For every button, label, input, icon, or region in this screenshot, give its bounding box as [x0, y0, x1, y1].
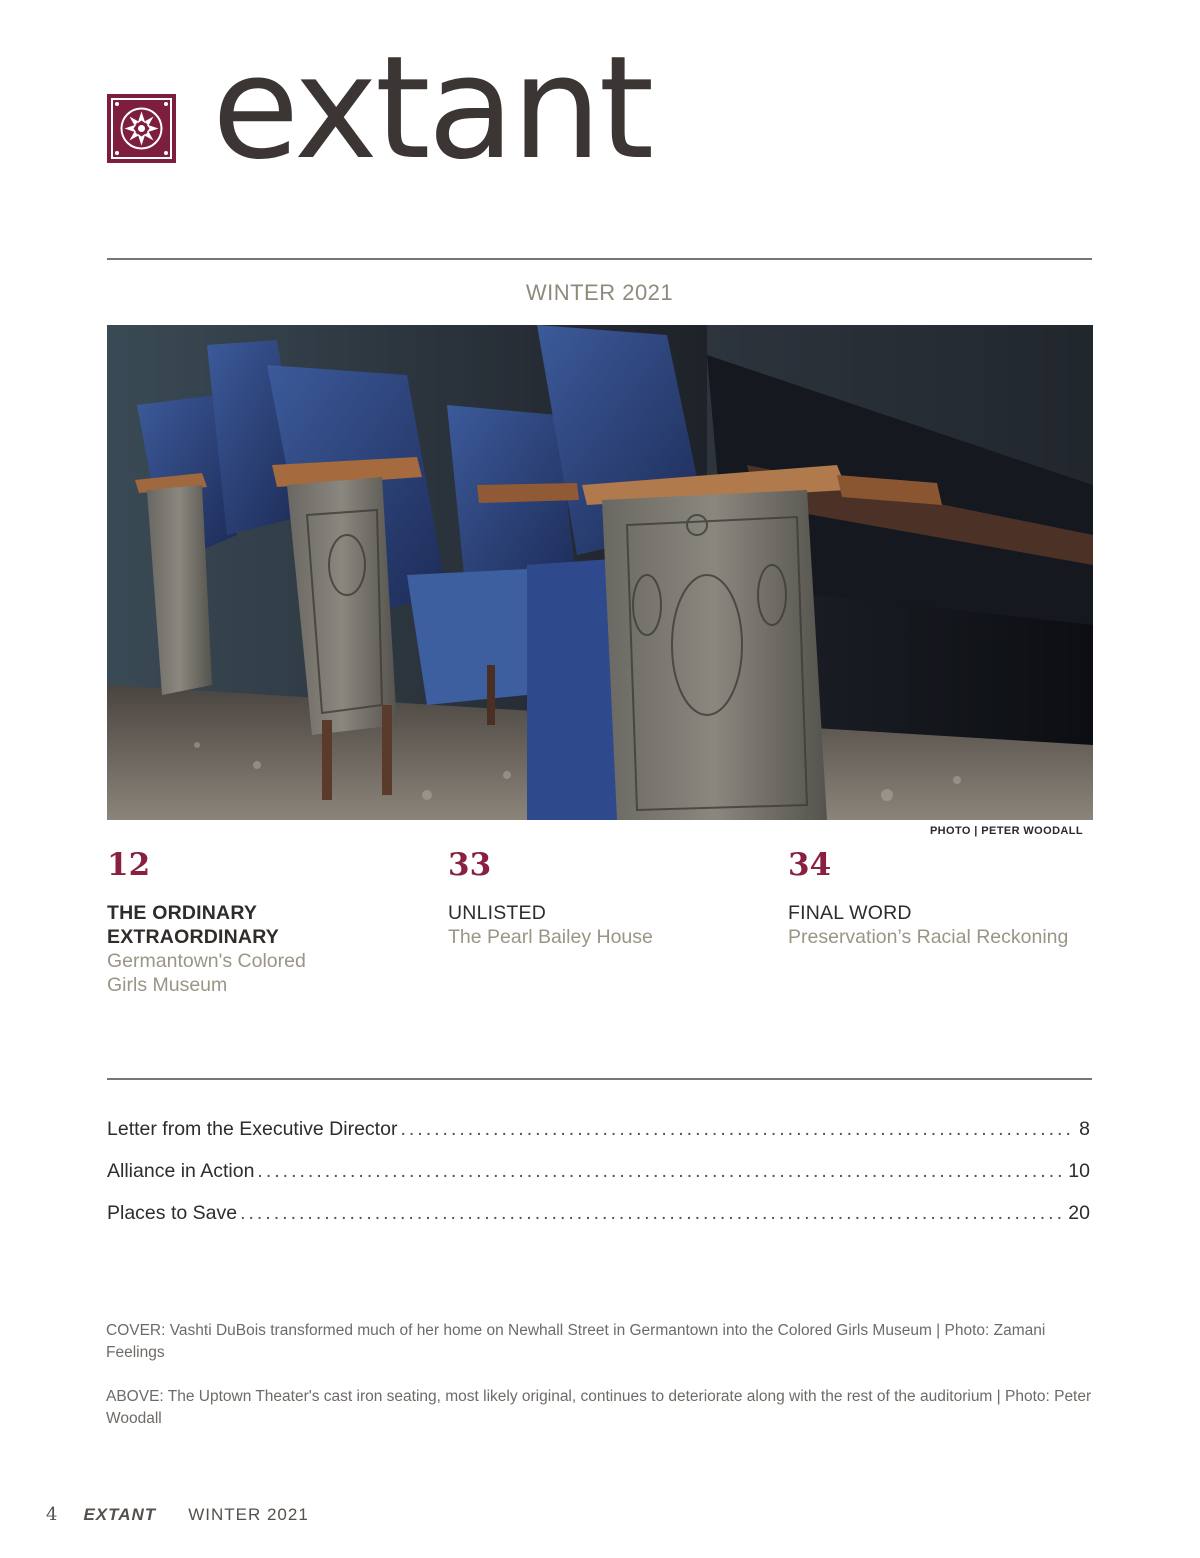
footer-season: WINTER 2021	[188, 1505, 309, 1524]
feature-subtitle: Preservation’s Racial Reckoning	[788, 926, 1069, 948]
ornamental-tile-icon	[107, 94, 176, 163]
theater-seats-photo	[107, 325, 1093, 820]
toc-label: Places to Save	[107, 1202, 238, 1224]
toc-entry[interactable]	[107, 1202, 1090, 1244]
footer-page-number: 4	[46, 1504, 58, 1525]
feature-title: FINAL WORD	[788, 902, 912, 924]
toc-leader-dots	[240, 1202, 1065, 1225]
toc-leader-dots	[257, 1160, 1065, 1183]
feature-item[interactable]	[107, 847, 427, 997]
above-caption: ABOVE: The Uptown Theater's cast iron seating, most likely original, continues to deteriorate along with the rest of the auditorium | Photo: Peter Woodall	[106, 1388, 1092, 1427]
toc-entry[interactable]	[107, 1118, 1090, 1160]
photo-credit: PHOTO | PETER WOODALL	[929, 825, 1083, 837]
toc-entry[interactable]	[107, 1160, 1090, 1202]
feature-title: UNLISTED	[448, 902, 547, 924]
toc-label: Letter from the Executive Director	[107, 1118, 398, 1140]
top-divider	[107, 258, 1092, 260]
footer-magazine-name: EXTANT	[83, 1505, 157, 1524]
page-footer	[46, 1504, 309, 1525]
toc-leader-dots	[400, 1118, 1075, 1141]
toc-page-number: 10	[1068, 1160, 1090, 1182]
feature-subtitle: Germantown's Colored Girls Museum	[107, 950, 306, 996]
issue-label: WINTER 2021	[525, 280, 674, 305]
feature-page-number: 33	[448, 847, 492, 883]
mid-divider	[107, 1078, 1092, 1080]
feature-page-number: 34	[788, 847, 832, 883]
table-of-contents	[107, 1118, 1090, 1244]
toc-label: Alliance in Action	[107, 1160, 255, 1182]
toc-page-number: 20	[1068, 1202, 1090, 1224]
masthead-wordmark: extant	[212, 26, 652, 191]
feature-page-number: 12	[107, 847, 151, 883]
toc-page-number: 8	[1079, 1118, 1090, 1140]
feature-item[interactable]	[788, 847, 1098, 949]
feature-title: THE ORDINARY EXTRAORDINARY	[107, 902, 279, 948]
feature-item[interactable]	[448, 847, 768, 949]
cover-caption: COVER: Vashti DuBois transformed much of her home on Newhall Street in Germantown into the Colored Girls Museum | Photo: Zamani Feelings	[106, 1322, 1046, 1361]
feature-subtitle: The Pearl Bailey House	[448, 926, 653, 948]
